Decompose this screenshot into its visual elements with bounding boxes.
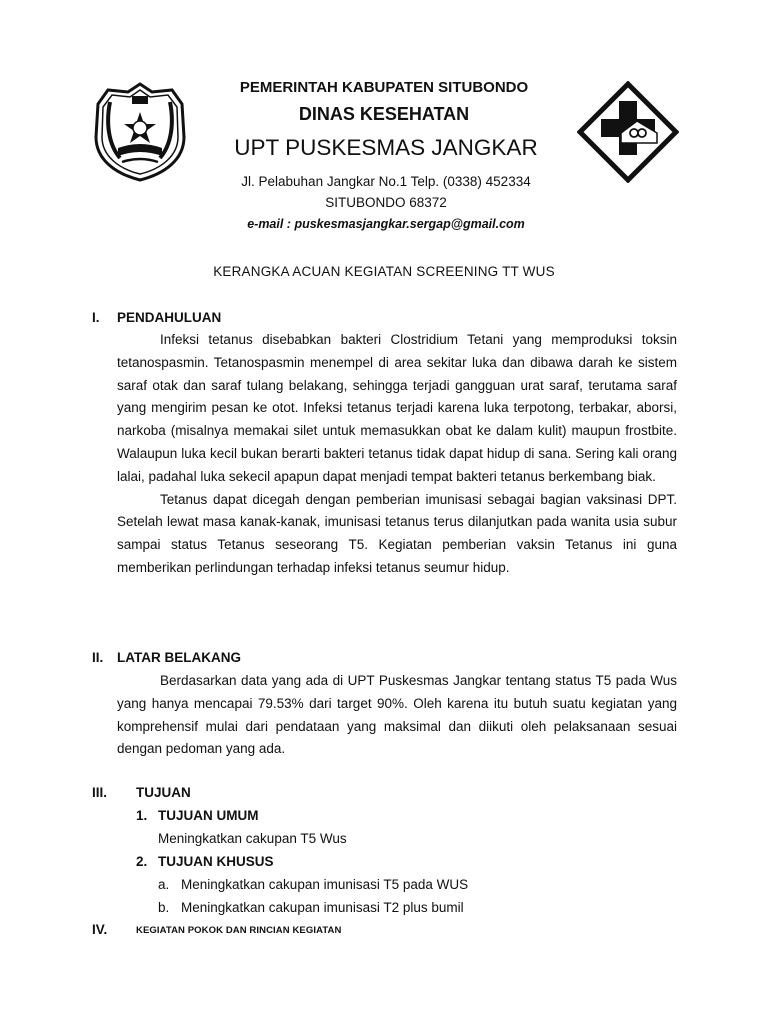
section-1-paragraph: Tetanus dapat dicegah dengan pemberian imunisasi sebagai bagian vaksinasi DPT. Setelah lewat masa kanak-kanak, imunisasi tetanus terus dilanjutkan pada wanita usia subur sampai status Tetanus seseorang T5. Kegiatan pemberian vaksin Tetanus ini guna memberikan perlindungan terhadap infeksi tetanus seumur hidup. <box>117 491 677 575</box>
specific-objective-marker: b. <box>158 900 170 915</box>
specific-objective-item: Meningkatkan cakupan imunisasi T2 plus bumil <box>181 900 464 915</box>
section-3-number: III. <box>92 785 108 800</box>
section-2-body <box>117 670 677 761</box>
general-objective-heading: TUJUAN UMUM <box>158 808 259 823</box>
header-government-line: PEMERINTAH KABUPATEN SITUBONDO <box>239 79 529 96</box>
general-objective-number: 1. <box>136 808 148 823</box>
situbondo-regency-crest-logo <box>92 82 188 182</box>
general-objective-text: Meningkatkan cakupan T5 Wus <box>158 831 347 846</box>
specific-objective-marker: a. <box>158 877 170 892</box>
header-email: e-mail : puskesmasjangkar.sergap@gmail.com <box>247 217 525 231</box>
header-institution-name: UPT PUSKESMAS JANGKAR <box>234 135 538 160</box>
section-2-paragraph: Berdasarkan data yang ada di UPT Puskesmas Jangkar tentang status T5 pada Wus yang hanya mencapai 79.53% dari target 90%. Oleh karena itu butuh suatu kegiatan yang komprehensif mulai dari pendataan yang maksimal dan diikuti oleh pelaksanaan sesuai dengan pedoman yang ada. <box>117 673 677 757</box>
section-2-heading: LATAR BELAKANG <box>117 650 241 665</box>
specific-objective-item: Meningkatkan cakupan imunisasi T5 pada WUS <box>181 877 469 892</box>
section-1-paragraph: Infeksi tetanus disebabkan bakteri Clostridium Tetani yang memproduksi toksin tetanospasmin. Tetanospasmin menempel di area sekitar luka dan dibawa darah ke sistem saraf otak dan saraf tulang belakang, sehingga terjadi gangguan urat saraf, terutama saraf yang mengirim pesan ke otot. Infeksi tetanus terjadi karena luka terpotong, terbakar, aborsi, narkoba (misalnya memakai silet untuk memasukkan obat ke dalam kulit) maupun frostbite. Walaupun luka kecil bukan berarti bakteri tetanus tidak dapat hidup di sana. Sering kali orang lalai, padahal luka sekecil apapun dapat menjadi tempat bakteri tetanus berkembang biak. <box>117 332 677 484</box>
section-4-heading: KEGIATAN POKOK DAN RINCIAN KEGIATAN <box>136 925 342 936</box>
section-1-body <box>117 329 677 580</box>
document-title: KERANGKA ACUAN KEGIATAN SCREENING TT WUS <box>213 264 555 279</box>
section-2-number: II. <box>92 650 104 665</box>
section-1-number: I. <box>92 310 100 325</box>
section-3-heading: TUJUAN <box>136 785 191 800</box>
header-department-line: DINAS KESEHATAN <box>298 104 470 124</box>
header-address: Jl. Pelabuhan Jangkar No.1 Telp. (0338) 452334 <box>241 174 531 189</box>
specific-objective-heading: TUJUAN KHUSUS <box>158 854 274 869</box>
section-1-heading: PENDAHULUAN <box>117 310 222 325</box>
section-4-number: IV. <box>92 922 108 937</box>
specific-objective-number: 2. <box>136 854 148 869</box>
header-city: SITUBONDO 68372 <box>325 195 447 210</box>
puskesmas-cross-logo <box>577 81 679 183</box>
